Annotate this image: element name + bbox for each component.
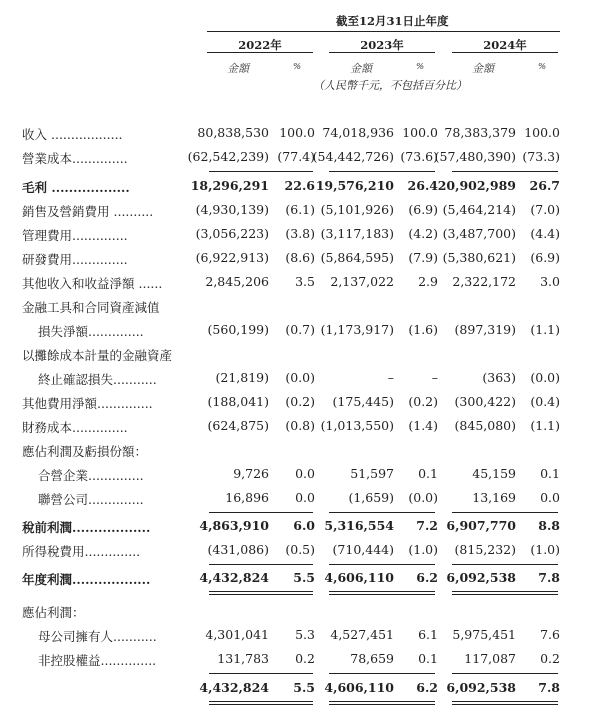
cell: (845,080)	[454, 418, 516, 433]
row-label: 財務成本..............	[22, 420, 128, 435]
table-row	[0, 627, 600, 649]
period-heading: 截至12月31日止年度	[336, 14, 449, 28]
cell: (0.8)	[285, 418, 315, 433]
table-row	[0, 178, 600, 200]
cell: 0.0	[295, 490, 315, 505]
subtotal-rule	[209, 512, 313, 513]
cell: 131,783	[217, 651, 269, 666]
cell: (0.0)	[530, 370, 560, 385]
cell: 51,597	[350, 466, 394, 481]
row-label: 稅前利潤..................	[22, 520, 151, 535]
cell: –	[387, 370, 394, 385]
row-label: 應佔利潤及虧損份額：	[22, 444, 148, 459]
cell: (1,013,550)	[320, 418, 394, 433]
cell: (175,445)	[332, 394, 394, 409]
cell: 4,432,824	[199, 570, 269, 585]
table-row	[0, 466, 600, 488]
subtotal-rule	[452, 171, 558, 172]
cell: (4,930,139)	[195, 202, 269, 217]
cell: 0.1	[418, 651, 438, 666]
cell: 7.8	[538, 680, 560, 695]
cell: 6.2	[416, 570, 438, 585]
cell: 20,902,989	[437, 178, 516, 193]
table-row	[0, 603, 600, 625]
cell: (4.4)	[530, 226, 560, 241]
subtotal-rule	[209, 171, 313, 172]
row-label: 其他費用淨額..............	[22, 396, 153, 411]
cell: 80,838,530	[197, 125, 269, 140]
cell: (431,086)	[207, 542, 269, 557]
total-double-rule	[329, 701, 435, 705]
cell: 13,169	[472, 490, 516, 505]
cell: 26.7	[529, 178, 560, 193]
table-row	[0, 518, 600, 540]
row-label: 終止確認損失...........	[38, 372, 157, 387]
total-double-rule	[209, 591, 313, 595]
subtotal-rule	[329, 673, 435, 674]
table-row	[0, 250, 600, 272]
cell: 6,092,538	[446, 570, 516, 585]
cell: (3,056,223)	[195, 226, 269, 241]
row-label: 年度利潤..................	[22, 572, 151, 587]
cell: 5,316,554	[324, 518, 394, 533]
cell: (8.6)	[285, 250, 315, 265]
table-row	[0, 322, 600, 344]
cell: (1.6)	[408, 322, 438, 337]
row-label: 收入 ..................	[22, 127, 123, 142]
cell: (6.1)	[285, 202, 315, 217]
table-row	[0, 570, 600, 592]
cell: (1,659)	[348, 490, 394, 505]
cell: 5,975,451	[452, 627, 516, 642]
subtotal-rule	[329, 512, 435, 513]
cell: (560,199)	[207, 322, 269, 337]
table-row	[0, 394, 600, 416]
cell: 2,845,206	[205, 274, 269, 289]
total-double-rule	[452, 591, 558, 595]
cell: (4.2)	[408, 226, 438, 241]
cell: 5.5	[293, 680, 315, 695]
cell: (0.0)	[408, 490, 438, 505]
cell: (0.2)	[285, 394, 315, 409]
cell: (73.3)	[522, 149, 560, 164]
subtotal-rule	[209, 673, 313, 674]
cell: (5,464,214)	[442, 202, 516, 217]
cell: (7.0)	[530, 202, 560, 217]
cell: (188,041)	[207, 394, 269, 409]
cell: 4,606,110	[324, 680, 394, 695]
cell: 100.0	[524, 125, 560, 140]
cell: (0.7)	[285, 322, 315, 337]
cell: (1.4)	[408, 418, 438, 433]
row-label: 銷售及營銷費用 ..........	[22, 204, 154, 219]
cell: (77.4)	[277, 149, 315, 164]
row-label: 毛利 ..................	[22, 180, 130, 195]
cell: (1.0)	[530, 542, 560, 557]
subtotal-rule	[452, 673, 558, 674]
cell: (0.2)	[408, 394, 438, 409]
amount-label-2023: 金額	[350, 62, 372, 75]
table-row	[0, 274, 600, 296]
cell: 74,018,936	[322, 125, 394, 140]
table-row	[0, 226, 600, 248]
percent-label-2023: %	[416, 62, 425, 72]
table-row	[0, 651, 600, 673]
cell: 6,092,538	[446, 680, 516, 695]
cell: 4,527,451	[330, 627, 394, 642]
cell: (5,380,621)	[442, 250, 516, 265]
cell: (0.0)	[285, 370, 315, 385]
cell: 3.5	[295, 274, 315, 289]
table-row	[0, 418, 600, 440]
row-label: 管理費用..............	[22, 228, 128, 243]
year-2023-heading: 2023年	[360, 38, 404, 52]
row-label: 以攤餘成本計量的金融資產	[22, 348, 173, 363]
table-row	[0, 370, 600, 392]
cell: (6,922,913)	[195, 250, 269, 265]
cell: (300,422)	[454, 394, 516, 409]
cell: 26.4	[407, 178, 438, 193]
cell: 0.1	[418, 466, 438, 481]
row-label: 應佔利潤：	[22, 605, 85, 620]
cell: (815,232)	[454, 542, 516, 557]
table-row	[0, 442, 600, 464]
subtotal-rule	[329, 171, 435, 172]
total-double-rule	[452, 701, 558, 705]
cell: 45,159	[472, 466, 516, 481]
table-row	[0, 125, 600, 147]
cell: 2,137,022	[330, 274, 394, 289]
table-row	[0, 346, 600, 368]
cell: (0.4)	[530, 394, 560, 409]
period-rule	[207, 31, 560, 32]
cell: 2.9	[418, 274, 438, 289]
cell: 5.5	[293, 570, 315, 585]
units-note: （人民幣千元，不包括百分比）	[313, 79, 467, 92]
row-label: 母公司擁有人...........	[38, 629, 157, 644]
row-label: 非控股權益..............	[38, 653, 157, 668]
cell: 6.2	[416, 680, 438, 695]
cell: (6.9)	[408, 202, 438, 217]
percent-label-2022: %	[293, 62, 302, 72]
cell: (1.1)	[530, 322, 560, 337]
cell: (6.9)	[530, 250, 560, 265]
cell: (73.6)	[400, 149, 438, 164]
row-label: 損失淨額..............	[38, 324, 144, 339]
cell: (1.0)	[408, 542, 438, 557]
cell: 4,606,110	[324, 570, 394, 585]
table-row	[0, 202, 600, 224]
row-label: 聯營公司..............	[38, 492, 144, 507]
year-2022-rule	[207, 52, 313, 53]
cell: 3.0	[540, 274, 560, 289]
cell: 100.0	[279, 125, 315, 140]
cell: 16,896	[225, 490, 269, 505]
total-double-rule	[329, 591, 435, 595]
table-row	[0, 680, 600, 702]
cell: 7.8	[538, 570, 560, 585]
cell: 0.0	[540, 490, 560, 505]
cell: 6,907,770	[446, 518, 516, 533]
subtotal-rule	[452, 512, 558, 513]
cell: (363)	[482, 370, 516, 385]
cell: (0.5)	[285, 542, 315, 557]
cell: 19,576,210	[315, 178, 394, 193]
cell: (3.8)	[285, 226, 315, 241]
cell: (897,319)	[454, 322, 516, 337]
year-2024-rule	[452, 52, 558, 53]
cell: –	[431, 370, 438, 385]
row-label: 合營企業..............	[38, 468, 144, 483]
cell: 0.2	[295, 651, 315, 666]
cell: 4,301,041	[205, 627, 269, 642]
cell: 9,726	[233, 466, 269, 481]
cell: (7.9)	[408, 250, 438, 265]
cell: 117,087	[464, 651, 516, 666]
total-double-rule	[209, 701, 313, 705]
table-row	[0, 490, 600, 512]
year-2024-heading: 2024年	[483, 38, 527, 52]
amount-label-2024: 金額	[472, 62, 494, 75]
cell: 78,659	[350, 651, 394, 666]
cell: (54,442,726)	[312, 149, 394, 164]
year-2023-rule	[329, 52, 435, 53]
subtotal-rule	[452, 564, 558, 565]
cell: 100.0	[402, 125, 438, 140]
cell: (21,819)	[215, 370, 269, 385]
cell: 5.3	[295, 627, 315, 642]
row-label: 金融工具和合同資產減值	[22, 300, 160, 315]
year-2022-heading: 2022年	[238, 38, 282, 52]
percent-label-2024: %	[538, 62, 547, 72]
cell: (3,117,183)	[320, 226, 394, 241]
cell: 8.8	[538, 518, 560, 533]
cell: (5,864,595)	[320, 250, 394, 265]
cell: 78,383,379	[444, 125, 516, 140]
row-label: 其他收入和收益淨額 ......	[22, 276, 163, 291]
cell: 6.0	[293, 518, 315, 533]
table-row	[0, 298, 600, 320]
cell: 7.2	[416, 518, 438, 533]
table-row	[0, 542, 600, 564]
cell: (710,444)	[332, 542, 394, 557]
table-row	[0, 149, 600, 171]
amount-label-2022: 金額	[227, 62, 249, 75]
row-label: 所得稅費用..............	[22, 544, 141, 559]
cell: (624,875)	[207, 418, 269, 433]
cell: (5,101,926)	[320, 202, 394, 217]
row-label: 研發費用..............	[22, 252, 128, 267]
subtotal-rule	[209, 564, 313, 565]
cell: 22.6	[284, 178, 315, 193]
cell: 0.1	[540, 466, 560, 481]
cell: 7.6	[540, 627, 560, 642]
cell: (1.1)	[530, 418, 560, 433]
cell: 2,322,172	[452, 274, 516, 289]
cell: 18,296,291	[190, 178, 269, 193]
cell: (57,480,390)	[434, 149, 516, 164]
cell: (3,487,700)	[442, 226, 516, 241]
row-label: 營業成本..............	[22, 151, 128, 166]
cell: (62,542,239)	[187, 149, 269, 164]
cell: 4,432,824	[199, 680, 269, 695]
cell: 6.1	[418, 627, 438, 642]
cell: (1,173,917)	[320, 322, 394, 337]
subtotal-rule	[329, 564, 435, 565]
cell: 4,863,910	[199, 518, 269, 533]
cell: 0.0	[295, 466, 315, 481]
cell: 0.2	[540, 651, 560, 666]
